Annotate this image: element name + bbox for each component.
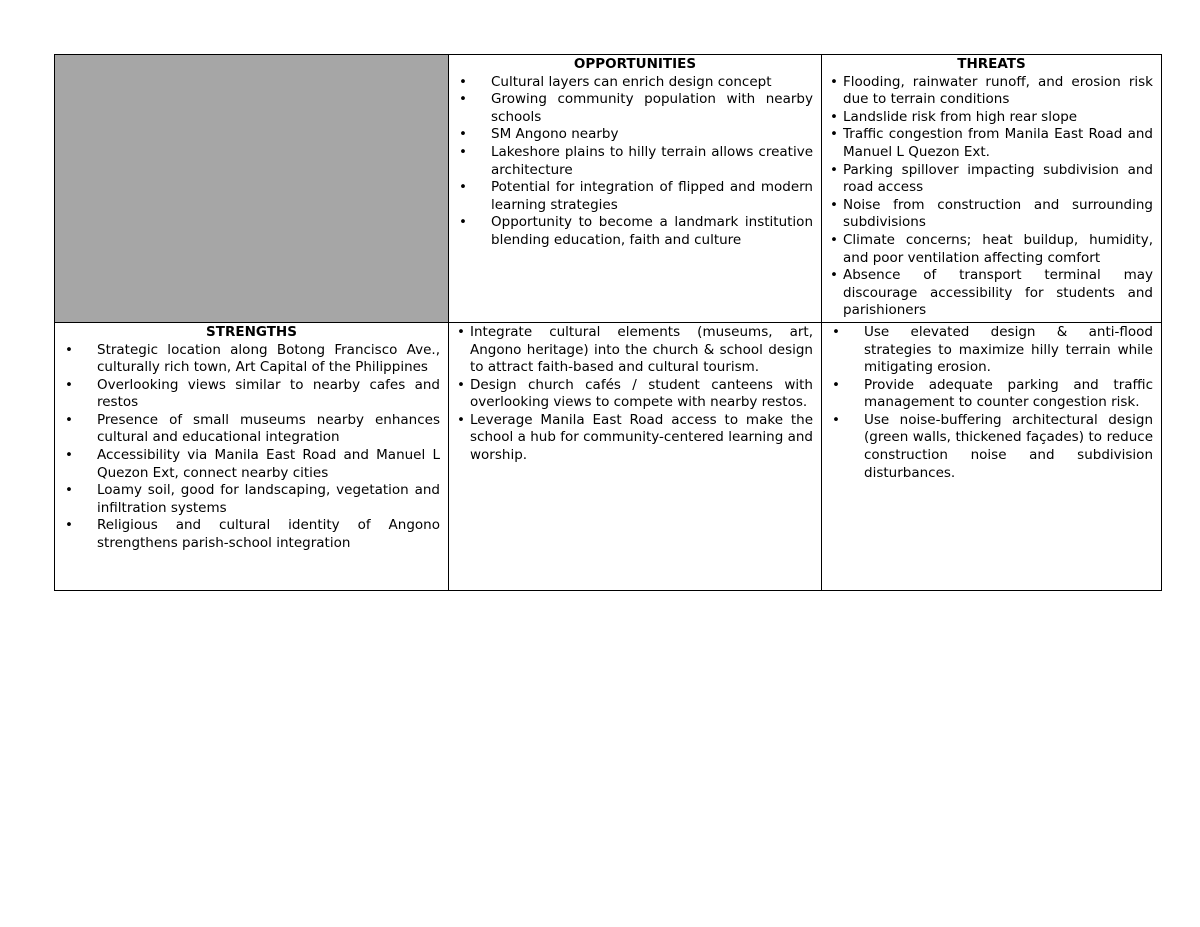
- so-strategies-cell: [449, 322, 822, 590]
- list-item: • Landslide risk from high rear slope: [830, 109, 1153, 127]
- list-item: • Use noise-buffering architectural design (green walls, thickened façades) to reduce construction noise and subdivision disturbances.: [830, 412, 1153, 482]
- st-strategies-list: [830, 324, 1153, 482]
- list-item: • Parking spillover impacting subdivision and road access: [830, 162, 1153, 197]
- so-strategies-list: [457, 324, 813, 465]
- list-item: • Absence of transport terminal may discourage accessibility for students and parishioners: [830, 267, 1153, 320]
- list-item: • Potential for integration of flipped and modern learning strategies: [457, 179, 813, 214]
- blank-corner-cell: [55, 55, 449, 323]
- st-strategies-cell: [822, 322, 1162, 590]
- list-item: • Growing community population with nearby schools: [457, 91, 813, 126]
- opportunities-list: [457, 74, 813, 250]
- strengths-cell: [55, 322, 449, 590]
- threats-list: [830, 74, 1153, 320]
- threats-heading: THREATS: [957, 56, 1026, 72]
- opportunities-heading: OPPORTUNITIES: [573, 56, 697, 72]
- list-item: • Strategic location along Botong Francisco Ave., culturally rich town, Art Capital of the Philippines: [63, 342, 440, 377]
- tows-matrix-table: [54, 54, 1162, 591]
- list-item: • Traffic congestion from Manila East Road and Manuel L Quezon Ext.: [830, 126, 1153, 161]
- list-item: • Overlooking views similar to nearby cafes and restos: [63, 377, 440, 412]
- list-item: • Noise from construction and surrounding subdivisions: [830, 197, 1153, 232]
- opportunities-cell: [449, 55, 822, 323]
- list-item: • Leverage Manila East Road access to make the school a hub for community-centered learning and worship.: [457, 412, 813, 465]
- table-row: [55, 55, 1162, 323]
- list-item: • Provide adequate parking and traffic management to counter congestion risk.: [830, 377, 1153, 412]
- list-item: • Climate concerns; heat buildup, humidity, and poor ventilation affecting comfort: [830, 232, 1153, 267]
- list-item: • Integrate cultural elements (museums, art, Angono heritage) into the church & school design to attract faith-based and cultural tourism.: [457, 324, 813, 377]
- list-item: • Use elevated design & anti-flood strategies to maximize hilly terrain while mitigating erosion.: [830, 324, 1153, 377]
- list-item: • Design church cafés / student canteens with overlooking views to compete with nearby restos.: [457, 377, 813, 412]
- list-item: • Opportunity to become a landmark institution blending education, faith and culture: [457, 214, 813, 249]
- list-item: • Loamy soil, good for landscaping, vegetation and infiltration systems: [63, 482, 440, 517]
- list-item: • Lakeshore plains to hilly terrain allows creative architecture: [457, 144, 813, 179]
- list-item: • Religious and cultural identity of Angono strengthens parish-school integration: [63, 517, 440, 552]
- list-item: • SM Angono nearby: [457, 126, 813, 144]
- table-row: [55, 322, 1162, 590]
- strengths-heading: STRENGTHS: [206, 323, 297, 340]
- strengths-list: [63, 342, 440, 553]
- list-item: • Cultural layers can enrich design concept: [457, 74, 813, 92]
- list-item: • Flooding, rainwater runoff, and erosion risk due to terrain conditions: [830, 74, 1153, 109]
- threats-cell: [822, 55, 1162, 323]
- list-item: • Accessibility via Manila East Road and Manuel L Quezon Ext, connect nearby cities: [63, 447, 440, 482]
- list-item: • Presence of small museums nearby enhances cultural and educational integration: [63, 412, 440, 447]
